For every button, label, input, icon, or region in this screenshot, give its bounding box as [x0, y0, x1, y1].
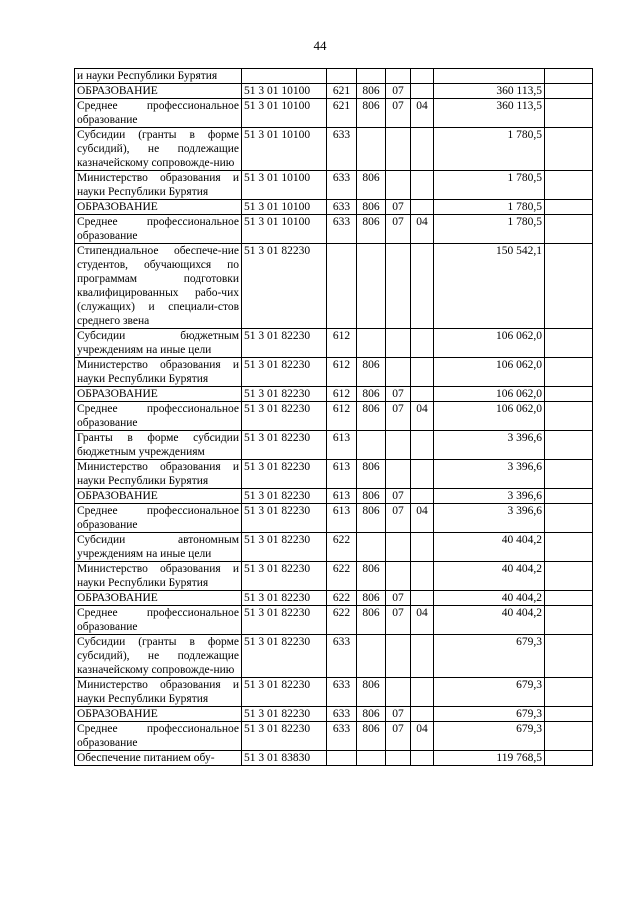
- table-row: [75, 707, 593, 722]
- target-article-cell: 51 3 01 82230: [242, 678, 327, 707]
- row-name-cell: Субсидии автономным учреждениям на иные цели: [75, 533, 242, 562]
- extra-cell: [545, 84, 593, 99]
- ministry-cell: 806: [357, 489, 386, 504]
- extra-cell: [545, 562, 593, 591]
- ministry-cell: [357, 329, 386, 358]
- target-article-cell: 51 3 01 10100: [242, 171, 327, 200]
- target-article-cell: 51 3 01 82230: [242, 707, 327, 722]
- section-cell: 07: [386, 402, 411, 431]
- section-cell: [386, 533, 411, 562]
- expense-type-cell: 633: [327, 722, 357, 751]
- subsection-cell: [411, 431, 434, 460]
- subsection-cell: [411, 489, 434, 504]
- row-name-cell: Министерство образования и науки Республики Бурятия: [75, 460, 242, 489]
- expense-type-cell: 622: [327, 591, 357, 606]
- amount-cell: 360 113,5: [434, 99, 545, 128]
- ministry-cell: 806: [357, 215, 386, 244]
- ministry-cell: [357, 244, 386, 329]
- target-article-cell: 51 3 01 82230: [242, 504, 327, 533]
- extra-cell: [545, 200, 593, 215]
- row-name-cell: Стипендиальное обеспече-ние студентов, обучающихся по программам подготовки квалифицированных рабо-чих (служащих) и специали-стов среднего звена: [75, 244, 242, 329]
- table-row: [75, 244, 593, 329]
- extra-cell: [545, 244, 593, 329]
- amount-cell: 106 062,0: [434, 387, 545, 402]
- subsection-cell: 04: [411, 99, 434, 128]
- subsection-cell: [411, 171, 434, 200]
- table-row: [75, 751, 593, 766]
- subsection-cell: [411, 387, 434, 402]
- table-row: [75, 387, 593, 402]
- row-name-cell: Субсидии бюджетным учреждениям на иные цели: [75, 329, 242, 358]
- expense-type-cell: 633: [327, 128, 357, 171]
- table-row: [75, 489, 593, 504]
- subsection-cell: [411, 200, 434, 215]
- amount-cell: 106 062,0: [434, 402, 545, 431]
- amount-cell: 40 404,2: [434, 533, 545, 562]
- table-row: [75, 722, 593, 751]
- section-cell: 07: [386, 722, 411, 751]
- subsection-cell: [411, 244, 434, 329]
- section-cell: 07: [386, 489, 411, 504]
- extra-cell: [545, 489, 593, 504]
- section-cell: [386, 171, 411, 200]
- subsection-cell: [411, 562, 434, 591]
- target-article-cell: 51 3 01 10100: [242, 99, 327, 128]
- table-row: [75, 69, 593, 84]
- page-number: 44: [313, 38, 327, 53]
- amount-cell: 1 780,5: [434, 128, 545, 171]
- ministry-cell: 806: [357, 591, 386, 606]
- ministry-cell: 806: [357, 722, 386, 751]
- extra-cell: [545, 99, 593, 128]
- table-row: [75, 678, 593, 707]
- target-article-cell: 51 3 01 82230: [242, 460, 327, 489]
- row-name-cell: ОБРАЗОВАНИЕ: [75, 387, 242, 402]
- extra-cell: [545, 171, 593, 200]
- section-cell: 07: [386, 200, 411, 215]
- subsection-cell: [411, 358, 434, 387]
- row-name-cell: ОБРАЗОВАНИЕ: [75, 707, 242, 722]
- row-name-cell: и науки Республики Бурятия: [75, 69, 242, 84]
- extra-cell: [545, 358, 593, 387]
- section-cell: 07: [386, 606, 411, 635]
- subsection-cell: [411, 635, 434, 678]
- target-article-cell: 51 3 01 10100: [242, 128, 327, 171]
- subsection-cell: 04: [411, 504, 434, 533]
- row-name-cell: ОБРАЗОВАНИЕ: [75, 591, 242, 606]
- expense-type-cell: 633: [327, 635, 357, 678]
- table-row: [75, 533, 593, 562]
- subsection-cell: [411, 128, 434, 171]
- table-row: [75, 84, 593, 99]
- table-row: [75, 329, 593, 358]
- amount-cell: 360 113,5: [434, 84, 545, 99]
- section-cell: [386, 69, 411, 84]
- amount-cell: 40 404,2: [434, 591, 545, 606]
- section-cell: 07: [386, 504, 411, 533]
- amount-cell: 3 396,6: [434, 431, 545, 460]
- subsection-cell: [411, 591, 434, 606]
- ministry-cell: [357, 635, 386, 678]
- amount-cell: 679,3: [434, 707, 545, 722]
- expense-type-cell: 633: [327, 200, 357, 215]
- row-name-cell: ОБРАЗОВАНИЕ: [75, 200, 242, 215]
- subsection-cell: [411, 533, 434, 562]
- subsection-cell: 04: [411, 402, 434, 431]
- ministry-cell: 806: [357, 460, 386, 489]
- extra-cell: [545, 215, 593, 244]
- section-cell: [386, 329, 411, 358]
- ministry-cell: 806: [357, 99, 386, 128]
- expense-type-cell: 613: [327, 460, 357, 489]
- budget-table: [74, 68, 593, 766]
- expense-type-cell: [327, 751, 357, 766]
- target-article-cell: 51 3 01 82230: [242, 431, 327, 460]
- target-article-cell: 51 3 01 82230: [242, 635, 327, 678]
- target-article-cell: 51 3 01 82230: [242, 606, 327, 635]
- target-article-cell: 51 3 01 82230: [242, 591, 327, 606]
- expense-type-cell: 613: [327, 431, 357, 460]
- target-article-cell: 51 3 01 82230: [242, 244, 327, 329]
- row-name-cell: Министерство образования и науки Республики Бурятия: [75, 678, 242, 707]
- amount-cell: 679,3: [434, 678, 545, 707]
- ministry-cell: [357, 533, 386, 562]
- table-row: [75, 562, 593, 591]
- table-row: [75, 606, 593, 635]
- extra-cell: [545, 533, 593, 562]
- subsection-cell: 04: [411, 606, 434, 635]
- amount-cell: 1 780,5: [434, 171, 545, 200]
- section-cell: 07: [386, 215, 411, 244]
- extra-cell: [545, 504, 593, 533]
- amount-cell: 1 780,5: [434, 200, 545, 215]
- ministry-cell: [357, 431, 386, 460]
- expense-type-cell: [327, 244, 357, 329]
- table-row: [75, 200, 593, 215]
- amount-cell: 3 396,6: [434, 460, 545, 489]
- section-cell: [386, 460, 411, 489]
- subsection-cell: [411, 329, 434, 358]
- row-name-cell: Министерство образования и науки Республики Бурятия: [75, 171, 242, 200]
- section-cell: [386, 431, 411, 460]
- ministry-cell: [357, 128, 386, 171]
- row-name-cell: ОБРАЗОВАНИЕ: [75, 84, 242, 99]
- target-article-cell: 51 3 01 82230: [242, 329, 327, 358]
- subsection-cell: [411, 678, 434, 707]
- table-row: [75, 171, 593, 200]
- expense-type-cell: 612: [327, 329, 357, 358]
- amount-cell: 150 542,1: [434, 244, 545, 329]
- table-row: [75, 431, 593, 460]
- subsection-cell: [411, 751, 434, 766]
- ministry-cell: 806: [357, 678, 386, 707]
- expense-type-cell: 633: [327, 678, 357, 707]
- subsection-cell: 04: [411, 722, 434, 751]
- section-cell: 07: [386, 99, 411, 128]
- extra-cell: [545, 69, 593, 84]
- section-cell: [386, 244, 411, 329]
- row-name-cell: Министерство образования и науки Республики Бурятия: [75, 358, 242, 387]
- target-article-cell: 51 3 01 82230: [242, 358, 327, 387]
- target-article-cell: 51 3 01 82230: [242, 722, 327, 751]
- row-name-cell: Среднее профессиональное образование: [75, 402, 242, 431]
- expense-type-cell: 633: [327, 707, 357, 722]
- expense-type-cell: 613: [327, 489, 357, 504]
- amount-cell: 679,3: [434, 635, 545, 678]
- expense-type-cell: [327, 69, 357, 84]
- expense-type-cell: 621: [327, 84, 357, 99]
- amount-cell: 3 396,6: [434, 504, 545, 533]
- target-article-cell: 51 3 01 82230: [242, 533, 327, 562]
- extra-cell: [545, 606, 593, 635]
- target-article-cell: 51 3 01 83830: [242, 751, 327, 766]
- expense-type-cell: 622: [327, 606, 357, 635]
- ministry-cell: 806: [357, 402, 386, 431]
- table-row: [75, 99, 593, 128]
- target-article-cell: 51 3 01 82230: [242, 562, 327, 591]
- extra-cell: [545, 460, 593, 489]
- extra-cell: [545, 678, 593, 707]
- table-row: [75, 504, 593, 533]
- extra-cell: [545, 707, 593, 722]
- table-row: [75, 215, 593, 244]
- extra-cell: [545, 387, 593, 402]
- extra-cell: [545, 591, 593, 606]
- expense-type-cell: 633: [327, 215, 357, 244]
- expense-type-cell: 633: [327, 171, 357, 200]
- ministry-cell: [357, 69, 386, 84]
- section-cell: 07: [386, 591, 411, 606]
- target-article-cell: 51 3 01 10100: [242, 84, 327, 99]
- target-article-cell: 51 3 01 82230: [242, 402, 327, 431]
- row-name-cell: Среднее профессиональное образование: [75, 504, 242, 533]
- extra-cell: [545, 722, 593, 751]
- amount-cell: [434, 69, 545, 84]
- section-cell: [386, 562, 411, 591]
- table-row: [75, 635, 593, 678]
- amount-cell: 119 768,5: [434, 751, 545, 766]
- section-cell: [386, 358, 411, 387]
- amount-cell: 679,3: [434, 722, 545, 751]
- row-name-cell: Среднее профессиональное образование: [75, 99, 242, 128]
- expense-type-cell: 621: [327, 99, 357, 128]
- target-article-cell: [242, 69, 327, 84]
- section-cell: [386, 751, 411, 766]
- amount-cell: 40 404,2: [434, 562, 545, 591]
- ministry-cell: 806: [357, 84, 386, 99]
- subsection-cell: 04: [411, 215, 434, 244]
- row-name-cell: Среднее профессиональное образование: [75, 215, 242, 244]
- row-name-cell: Субсидии (гранты в форме субсидий), не подлежащие казначейскому сопровожде-нию: [75, 128, 242, 171]
- section-cell: [386, 678, 411, 707]
- extra-cell: [545, 431, 593, 460]
- target-article-cell: 51 3 01 10100: [242, 200, 327, 215]
- row-name-cell: Среднее профессиональное образование: [75, 722, 242, 751]
- target-article-cell: 51 3 01 10100: [242, 215, 327, 244]
- section-cell: [386, 128, 411, 171]
- table-row: [75, 402, 593, 431]
- extra-cell: [545, 635, 593, 678]
- target-article-cell: 51 3 01 82230: [242, 387, 327, 402]
- expense-type-cell: 612: [327, 402, 357, 431]
- ministry-cell: 806: [357, 358, 386, 387]
- ministry-cell: 806: [357, 562, 386, 591]
- row-name-cell: ОБРАЗОВАНИЕ: [75, 489, 242, 504]
- row-name-cell: Гранты в форме субсидии бюджетным учреждениям: [75, 431, 242, 460]
- expense-type-cell: 612: [327, 387, 357, 402]
- expense-type-cell: 613: [327, 504, 357, 533]
- table-row: [75, 358, 593, 387]
- target-article-cell: 51 3 01 82230: [242, 489, 327, 504]
- extra-cell: [545, 751, 593, 766]
- row-name-cell: Министерство образования и науки Республики Бурятия: [75, 562, 242, 591]
- subsection-cell: [411, 707, 434, 722]
- row-name-cell: Обеспечение питанием обу-: [75, 751, 242, 766]
- row-name-cell: Субсидии (гранты в форме субсидий), не подлежащие казначейскому сопровожде-нию: [75, 635, 242, 678]
- section-cell: 07: [386, 707, 411, 722]
- amount-cell: 106 062,0: [434, 329, 545, 358]
- expense-type-cell: 622: [327, 533, 357, 562]
- subsection-cell: [411, 84, 434, 99]
- extra-cell: [545, 329, 593, 358]
- expense-type-cell: 612: [327, 358, 357, 387]
- table-row: [75, 460, 593, 489]
- ministry-cell: 806: [357, 171, 386, 200]
- ministry-cell: 806: [357, 707, 386, 722]
- amount-cell: 106 062,0: [434, 358, 545, 387]
- table-row: [75, 128, 593, 171]
- section-cell: 07: [386, 387, 411, 402]
- ministry-cell: 806: [357, 200, 386, 215]
- amount-cell: 1 780,5: [434, 215, 545, 244]
- amount-cell: 40 404,2: [434, 606, 545, 635]
- amount-cell: 3 396,6: [434, 489, 545, 504]
- section-cell: 07: [386, 84, 411, 99]
- expense-type-cell: 622: [327, 562, 357, 591]
- ministry-cell: [357, 751, 386, 766]
- ministry-cell: 806: [357, 504, 386, 533]
- ministry-cell: 806: [357, 606, 386, 635]
- extra-cell: [545, 402, 593, 431]
- subsection-cell: [411, 460, 434, 489]
- extra-cell: [545, 128, 593, 171]
- row-name-cell: Среднее профессиональное образование: [75, 606, 242, 635]
- ministry-cell: 806: [357, 387, 386, 402]
- subsection-cell: [411, 69, 434, 84]
- section-cell: [386, 635, 411, 678]
- table-row: [75, 591, 593, 606]
